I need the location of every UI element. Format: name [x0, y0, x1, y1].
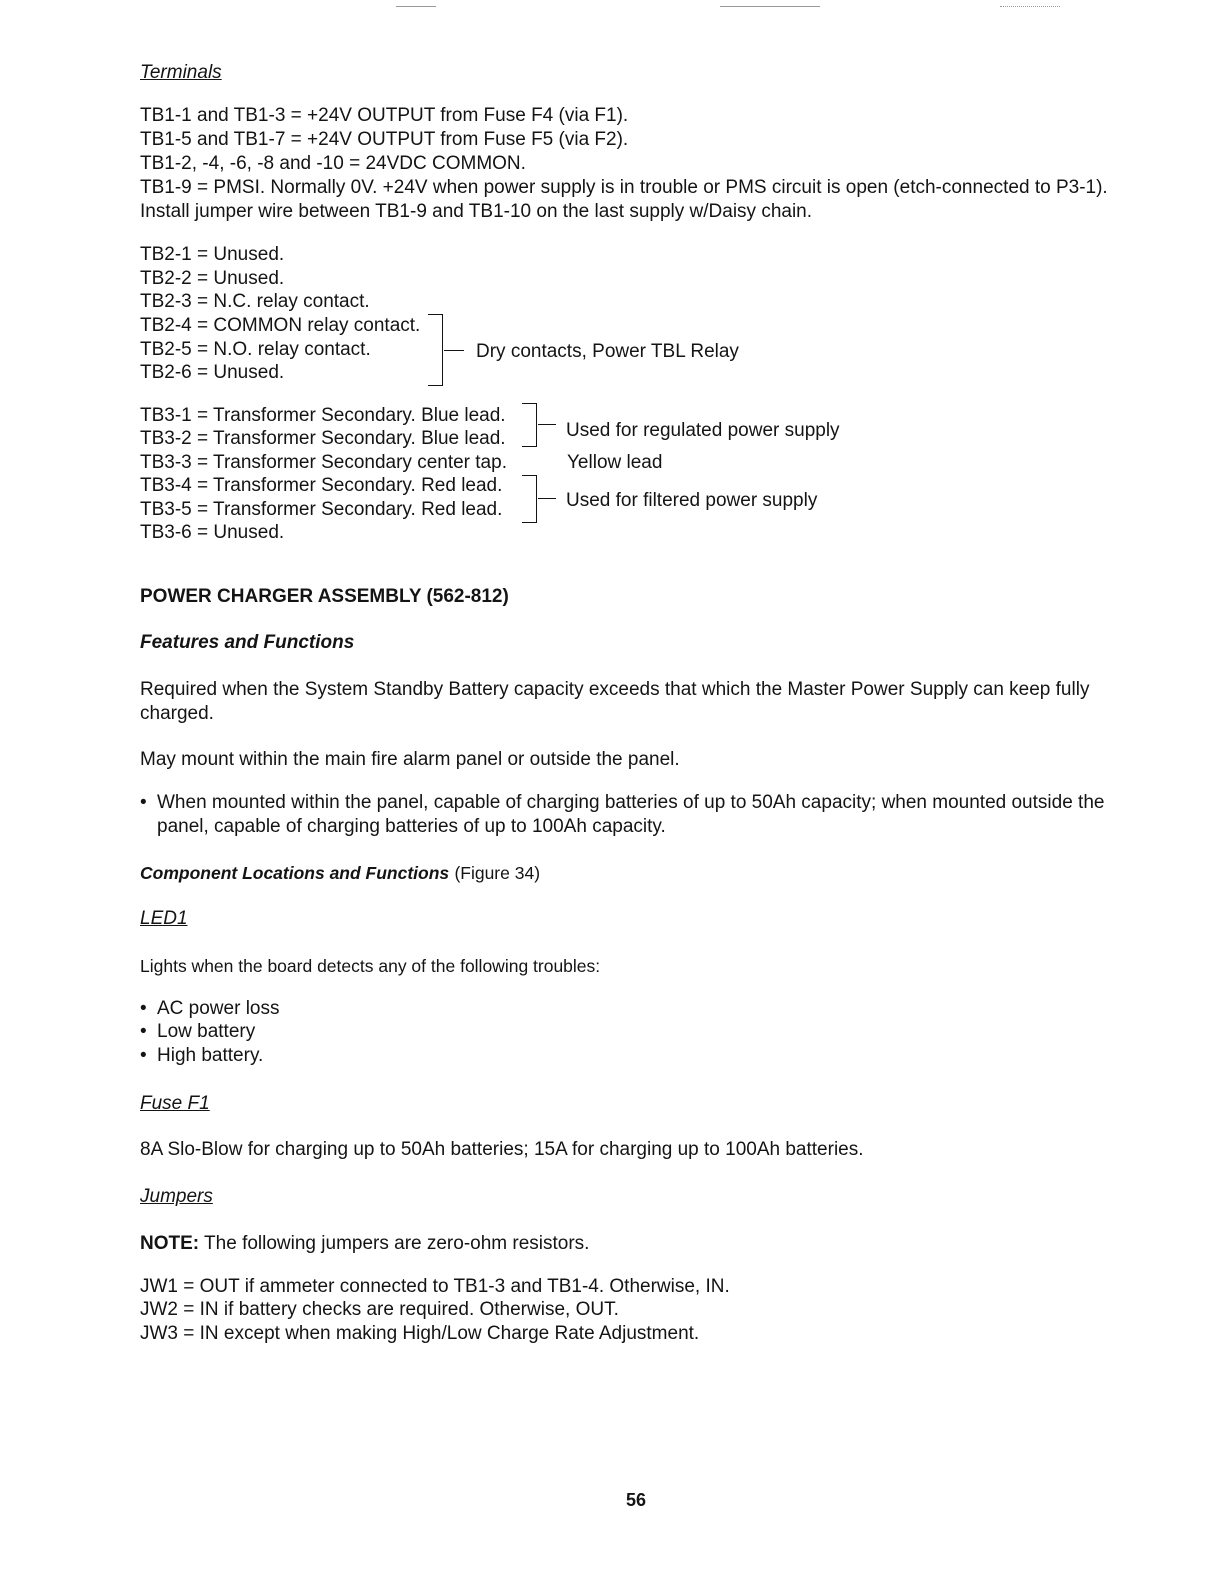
tb3-regulated-bracket	[522, 403, 537, 447]
jumpers-heading: Jumpers	[140, 1186, 213, 1207]
scan-artifact	[720, 6, 820, 7]
section-heading: POWER CHARGER ASSEMBLY (562-812)	[140, 586, 509, 607]
bullet-text: AC power loss	[157, 998, 280, 1019]
tb3-regulated-note: Used for regulated power supply	[566, 420, 840, 441]
tb3-line: TB3-1 = Transformer Secondary. Blue lead.	[140, 405, 506, 426]
tb3-line: TB3-4 = Transformer Secondary. Red lead.	[140, 475, 503, 496]
bullet-text: Low battery	[157, 1021, 256, 1042]
bullet-text: panel, capable of charging batteries of up to 100Ah capacity.	[157, 816, 666, 837]
tb3-line: TB3-6 = Unused.	[140, 522, 285, 543]
paragraph-line: charged.	[140, 703, 214, 724]
scan-artifact	[1000, 6, 1060, 7]
tb2-line: TB2-3 = N.C. relay contact.	[140, 291, 370, 312]
bullet-dot: •	[140, 998, 147, 1019]
scan-artifact	[396, 6, 436, 7]
fuse-heading: Fuse F1	[140, 1093, 210, 1114]
tb2-line: TB2-4 = COMMON relay contact.	[140, 315, 421, 336]
tb2-line: TB2-5 = N.O. relay contact.	[140, 339, 371, 360]
jumper-line: JW3 = IN except when making High/Low Charge Rate Adjustment.	[140, 1323, 700, 1344]
tb2-bracket-tick	[444, 350, 464, 351]
bullet-dot: •	[140, 1045, 147, 1066]
tb2-line: TB2-1 = Unused.	[140, 244, 285, 265]
note-line	[140, 1232, 589, 1256]
note-text: The following jumpers are zero-ohm resistors.	[204, 1233, 590, 1254]
tb3-regulated-tick	[538, 424, 556, 425]
features-heading: Features and Functions	[140, 632, 355, 653]
tb3-filtered-bracket	[522, 475, 537, 523]
fuse-description: 8A Slo-Blow for charging up to 50Ah batteries; 15A for charging up to 100Ah batteries.	[140, 1139, 864, 1160]
jumper-line: JW2 = IN if battery checks are required. Otherwise, OUT.	[140, 1299, 619, 1320]
led-list-item	[140, 1044, 540, 1068]
tb3-filtered-note: Used for filtered power supply	[566, 490, 818, 511]
led-list-item	[140, 997, 540, 1021]
tb3-line: TB3-2 = Transformer Secondary. Blue lead.	[140, 428, 506, 449]
led-heading: LED1	[140, 908, 188, 929]
tb1-line: TB1-1 and TB1-3 = +24V OUTPUT from Fuse F4 (via F1).	[140, 105, 629, 126]
led-description: Lights when the board detects any of the following troubles:	[140, 956, 601, 976]
tb2-bracket	[428, 314, 443, 386]
page-number: 56	[626, 1490, 647, 1510]
paragraph: May mount within the main fire alarm panel or outside the panel.	[140, 749, 680, 770]
tb1-line: TB1-5 and TB1-7 = +24V OUTPUT from Fuse F5 (via F2).	[140, 129, 629, 150]
tb3-filtered-tick	[538, 498, 556, 499]
components-heading-line	[140, 861, 540, 886]
bullet-item	[140, 791, 1140, 839]
tb3-line: TB3-3 = Transformer Secondary center tap.	[140, 452, 507, 473]
tb3-yellow-note: Yellow lead	[567, 452, 663, 473]
paragraph-line: Required when the System Standby Battery capacity exceeds that which the Master Power Supply can keep fully	[140, 679, 1090, 700]
bullet-dot: •	[140, 792, 147, 813]
led-list-item	[140, 1020, 540, 1044]
tb2-note: Dry contacts, Power TBL Relay	[476, 341, 739, 362]
tb2-line: TB2-6 = Unused.	[140, 362, 285, 383]
tb3-line: TB3-5 = Transformer Secondary. Red lead.	[140, 499, 503, 520]
jumper-line: JW1 = OUT if ammeter connected to TB1-3 and TB1-4. Otherwise, IN.	[140, 1276, 730, 1297]
tb1-line: TB1-2, -4, -6, -8 and -10 = 24VDC COMMON.	[140, 153, 526, 174]
bullet-dot: •	[140, 1021, 147, 1042]
tb1-line: Install jumper wire between TB1-9 and TB1-10 on the last supply w/Daisy chain.	[140, 201, 813, 222]
terminals-heading: Terminals	[140, 62, 222, 83]
components-heading: Component Locations and Functions	[140, 863, 450, 883]
note-label: NOTE:	[140, 1233, 200, 1254]
bullet-text: High battery.	[157, 1045, 264, 1066]
tb1-line: TB1-9 = PMSI. Normally 0V. +24V when power supply is in trouble or PMS circuit is open (etch-connected to P3-1).	[140, 177, 1108, 198]
bullet-text: When mounted within the panel, capable of charging batteries of up to 50Ah capacity; when mounted outside the	[157, 792, 1105, 813]
figure-reference: (Figure 34)	[454, 863, 541, 883]
tb2-line: TB2-2 = Unused.	[140, 268, 285, 289]
